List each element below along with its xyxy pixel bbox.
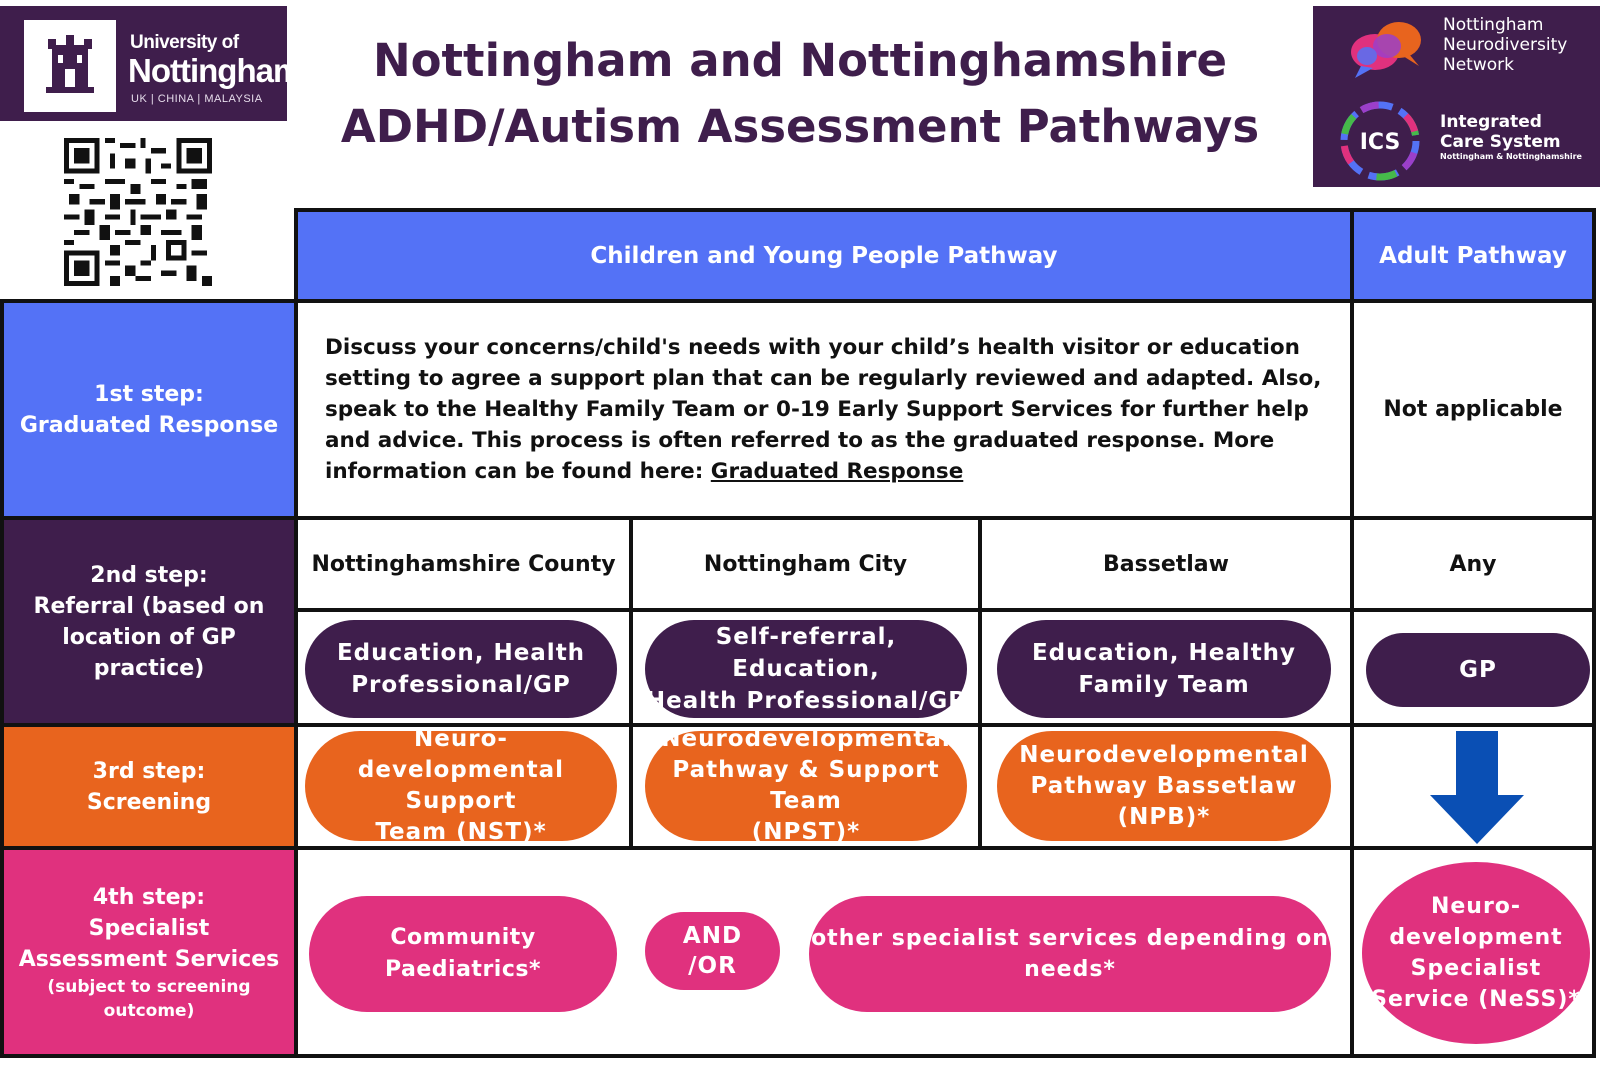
location-county: Nottinghamshire County [294, 516, 633, 612]
community-paediatrics-pill: Community Paediatrics* [309, 896, 617, 1012]
ness-pill [1362, 862, 1590, 1044]
ness-line1: Neuro- [1430, 894, 1522, 919]
ness-line2: development [1389, 925, 1563, 950]
graduated-response-text [294, 299, 1354, 520]
referral-city-line2: Health Professional/GP [645, 688, 967, 714]
screening-city-line2: Pathway & Support Team [672, 757, 940, 814]
title-line2: ADHD/Autism Assessment Pathways [340, 100, 1260, 153]
adult-not-applicable: Not applicable [1350, 299, 1596, 520]
and-or-line2: /OR [688, 953, 737, 979]
screening-county-line3: Team (NST)* [375, 819, 547, 845]
and-or-pill [645, 912, 780, 990]
location-any: Any [1350, 516, 1596, 612]
network-logo-text [1443, 15, 1567, 75]
screening-city-line3: (NPST)* [751, 819, 861, 845]
screening-city-pill [645, 726, 967, 845]
step-2-label [0, 516, 298, 727]
screening-bassetlaw-line1: Neurodevelopmental [1019, 741, 1309, 768]
screening-bassetlaw-line2: Pathway Bassetlaw [1030, 772, 1298, 799]
referral-city-line1: Self-referral, Education, [715, 624, 897, 682]
step-4-title: 4th step: [92, 884, 206, 910]
header-adult-pathway: Adult Pathway [1350, 208, 1596, 303]
step-2-line4: practice) [93, 655, 205, 681]
step-4-line3: Assessment Services [18, 946, 280, 972]
step-4-note-line2: outcome) [103, 1000, 195, 1021]
step-2-line3: location of GP [62, 624, 236, 650]
university-crest-icon [24, 20, 116, 112]
step-3-name: Screening [86, 789, 212, 815]
other-specialist-line2: needs* [1024, 957, 1116, 982]
graduated-response-link[interactable]: Graduated Response [710, 459, 964, 484]
screening-city-line1: Neurodevelopmental [661, 726, 951, 752]
network-line1: Nottingham [1443, 15, 1544, 35]
ics-badge-text: ICS [1359, 130, 1401, 155]
screening-bassetlaw-pill [997, 731, 1331, 841]
other-specialist-line1: other specialist services depending on [811, 926, 1329, 951]
step-1-name: Graduated Response [19, 412, 279, 438]
title-line1: Nottingham and Nottinghamshire [372, 34, 1228, 87]
screening-county-line1: Neuro- [414, 726, 508, 752]
referral-county-line1: Education, Health [336, 640, 586, 666]
step-1-title: 1st step: [94, 381, 204, 407]
ics-line3: Nottingham & Nottinghamshire [1440, 152, 1582, 161]
ics-ring-icon [1335, 98, 1425, 184]
referral-city-pill [645, 620, 967, 718]
university-logo-line1: University of [130, 32, 239, 53]
step-1-label [0, 299, 298, 520]
referral-bassetlaw-pill [997, 620, 1331, 718]
ics-logo-text [1440, 112, 1561, 152]
university-logo-line2: Nottingham [128, 52, 302, 89]
ics-line2: Care System [1440, 132, 1561, 152]
header-children-pathway: Children and Young People Pathway [294, 208, 1354, 303]
screening-county-line2: developmental Support [357, 757, 565, 814]
speech-bubbles-icon [1347, 16, 1425, 80]
location-city: Nottingham City [629, 516, 982, 612]
graduated-response-body: Discuss your concerns/child's needs with your child’s health visitor or education setting to agree a support plan that can be regularly reviewed and adapted. Also, speak to the Healthy Family Team or 0-19 Early Support Services for further help and advice. This process is often referred to as the graduated response. More information can be found here: [325, 335, 1322, 484]
network-line3: Network [1443, 55, 1514, 75]
step-2-title: 2nd step: [90, 562, 208, 588]
step-2-line2: Referral (based on [33, 593, 265, 619]
network-line2: Neurodiversity [1443, 35, 1568, 55]
ics-line1: Integrated [1440, 112, 1542, 132]
ness-line4: Service (NeSS)* [1371, 987, 1581, 1012]
referral-county-line2: Professional/GP [351, 672, 571, 698]
other-specialist-pill [809, 896, 1331, 1012]
screening-bassetlaw-line3: (NPB)* [1117, 803, 1211, 830]
down-arrow-icon [1428, 731, 1526, 845]
referral-bassetlaw-line2: Family Team [1078, 672, 1250, 698]
referral-bassetlaw-line1: Education, Healthy [1031, 640, 1297, 666]
referral-county-pill [305, 620, 617, 718]
location-bassetlaw: Bassetlaw [978, 516, 1354, 612]
qr-code-icon [64, 138, 212, 286]
step-3-label [0, 723, 298, 850]
ness-line3: Specialist [1410, 956, 1542, 981]
step-3-title: 3rd step: [92, 758, 206, 784]
referral-adult-pill: GP [1366, 633, 1590, 707]
step-4-label [0, 846, 298, 1058]
university-logo-line3: UK | CHINA | MALAYSIA [131, 93, 263, 105]
page-title [290, 28, 1310, 160]
step-4-note-line1: (subject to screening [47, 976, 251, 997]
screening-county-pill [305, 726, 617, 845]
and-or-line1: AND [682, 923, 743, 949]
step-4-line2: Specialist [88, 915, 210, 941]
